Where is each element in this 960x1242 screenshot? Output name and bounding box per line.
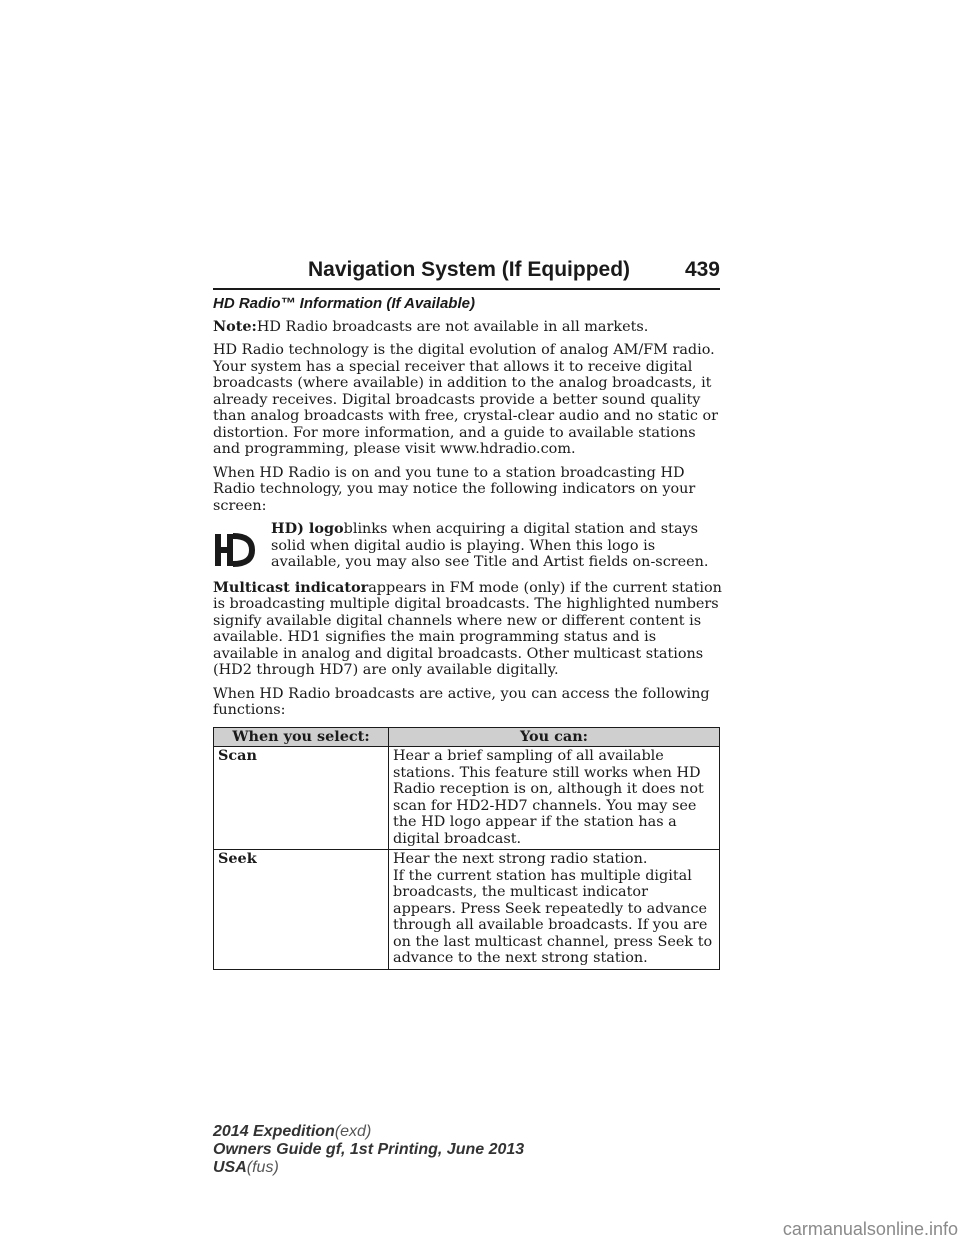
page-content <box>213 293 723 970</box>
footer-market-code: (fus) <box>246 1159 279 1176</box>
table-cell-action <box>389 850 720 970</box>
footer-line-2: Owners Guide gf, 1st Printing, June 2013 <box>213 1141 525 1158</box>
functions-table <box>213 727 720 970</box>
table-row <box>214 747 720 850</box>
table-header-action: You can: <box>389 727 720 747</box>
footer-line-1 <box>213 1123 524 1141</box>
hd-logo-label: HD) logo <box>271 520 344 537</box>
hd-logo-row <box>213 521 723 572</box>
note-label: Note: <box>213 317 257 335</box>
page-title: Navigation System (If Equipped) <box>308 258 631 281</box>
hd-logo-text: blinks when acquiring a digital station and stays solid when digital audio is playing. When this logo is available, you may also see Title and Artist fields on-screen. <box>271 521 709 570</box>
seek-label: Seek <box>218 850 257 867</box>
hd-logo-description <box>271 521 723 572</box>
table-header-row <box>214 727 720 747</box>
hd-radio-logo-icon <box>213 521 271 572</box>
table-cell-select <box>214 850 389 970</box>
watermark-link[interactable]: carmanualsonline.info <box>782 1219 958 1239</box>
intro-paragraph: HD Radio technology is the digital evolution of analog AM/FM radio. Your system has a special receiver that allows it to receive digital broadcasts (where available) in addition to the analog broadcasts, it already receives. Digital broadcasts provide a better sound quality than analog broadcasts with free, crystal-clear audio and no static or distortion. For more information, and a guide to available stations and programming, please visit www.hdradio.com. <box>213 342 719 457</box>
page-number: 439 <box>684 258 720 281</box>
seek-description-1: Hear the next strong radio station. <box>393 851 648 867</box>
table-cell-select <box>214 747 389 850</box>
indicators-paragraph: When HD Radio is on and you tune to a station broadcasting HD Radio technology, you may notice the following indicators on your screen: <box>213 464 696 514</box>
multicast-label: Multicast indicator <box>213 578 369 596</box>
header-rule <box>213 288 720 290</box>
page-footer <box>213 1123 524 1177</box>
footer-line-3 <box>213 1159 524 1177</box>
note-paragraph <box>213 319 723 336</box>
table-row <box>214 850 720 970</box>
footer-model-code: (exd) <box>334 1123 372 1140</box>
functions-paragraph: When HD Radio broadcasts are active, you can access the following functions: <box>213 685 710 718</box>
scan-description: Hear a brief sampling of all available stations. This feature still works when HD Radio reception is on, although it does not scan for HD2-HD7 channels. You may see the HD logo appear if the station has a digital broadcast. <box>393 748 704 847</box>
table-header-select: When you select: <box>214 727 389 747</box>
seek-description-2: If the current station has multiple digital broadcasts, the multicast indicator appears. Press Seek repeatedly to advance through all available broadcasts. If you are on the last multicast channel, press Seek to advance to the next strong station. <box>393 867 713 966</box>
section-title: HD Radio™ Information (If Available) <box>213 295 475 312</box>
note-text: HD Radio broadcasts are not available in all markets. <box>256 318 649 335</box>
scan-label: Scan <box>218 747 257 764</box>
footer-market: USA <box>213 1159 247 1176</box>
page-header <box>213 254 720 290</box>
footer-model: 2014 Expedition <box>213 1123 335 1140</box>
multicast-paragraph <box>213 580 723 679</box>
multicast-text: appears in FM mode (only) if the current station is broadcasting multiple digital broadcasts. The highlighted numbers signify available digital channels where new or different content is available. HD1 signifies the main programming status and is available in analog and digital broadcasts. Other multicast stations (HD2 through HD7) are only available digitally. <box>213 579 722 678</box>
table-cell-action <box>389 747 720 850</box>
